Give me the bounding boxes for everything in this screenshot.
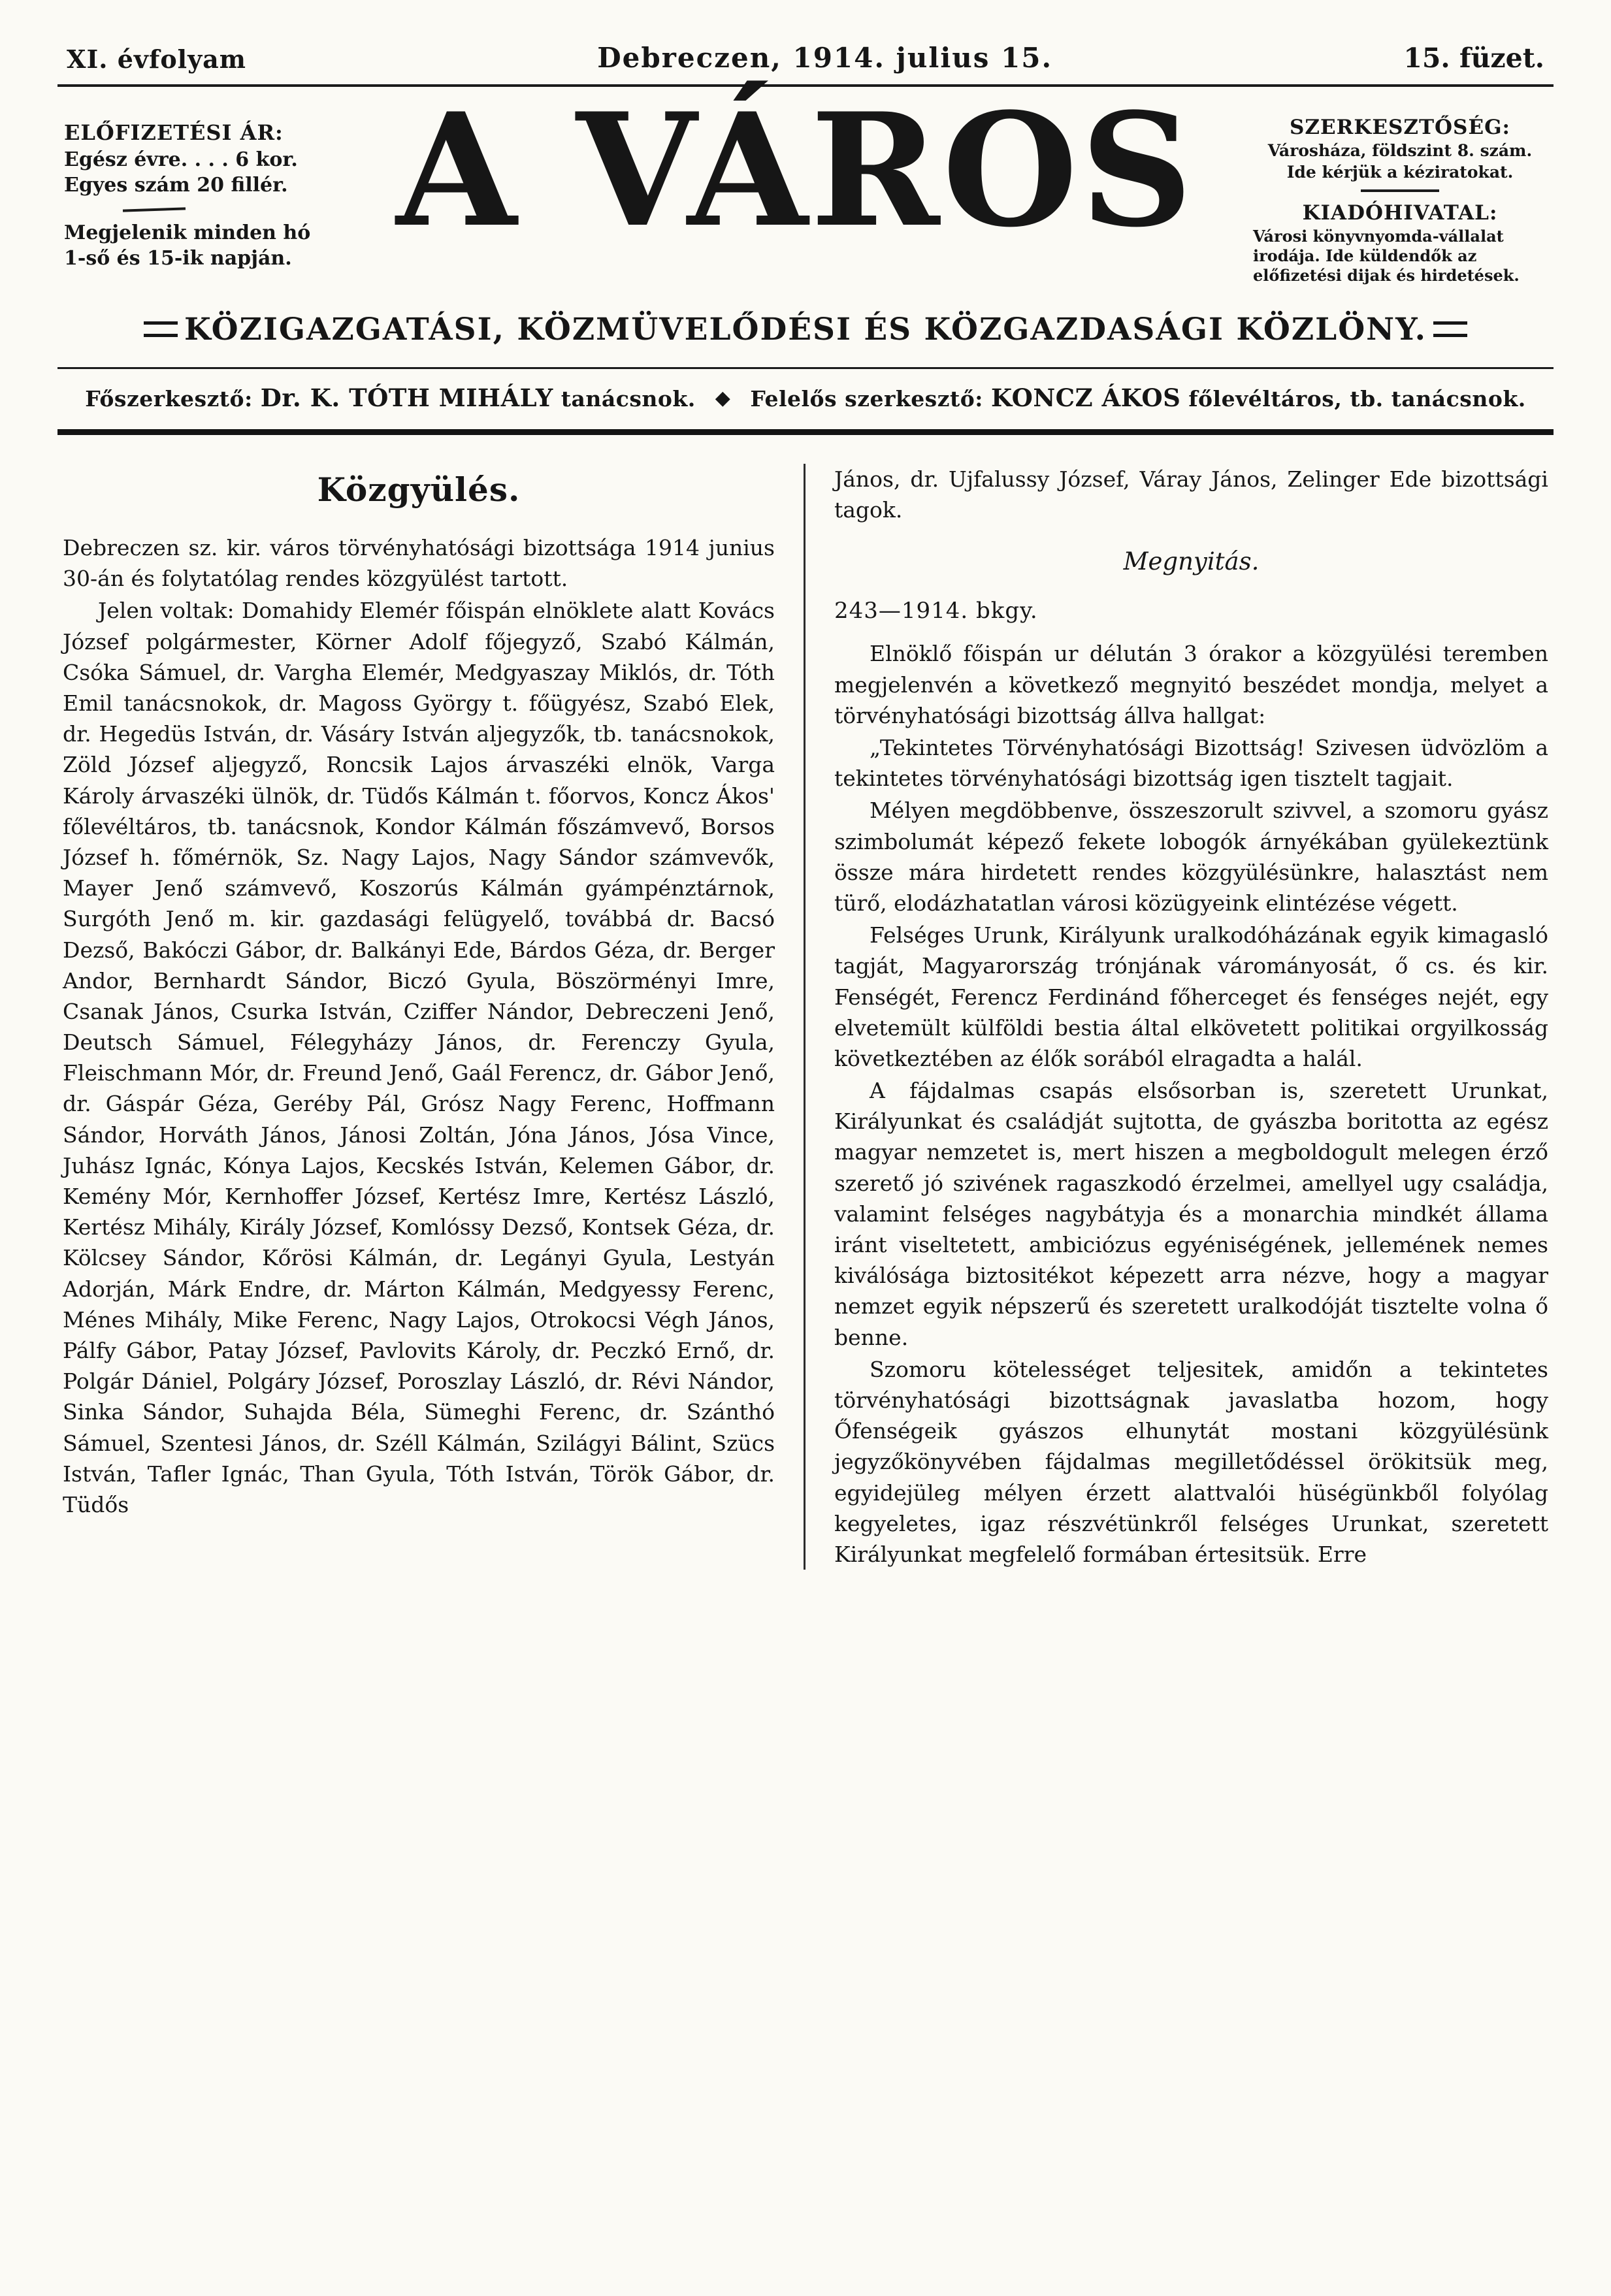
record-number: 243—1914. bkgy. <box>834 597 1038 624</box>
editorial-office-note: Ide kérjük a kéziratokat. <box>1286 162 1514 182</box>
paragraph: Felséges Urunk, Királyunk uralkodóházának egyik kimagasló tagját, Magyarország trónjának várományosát, ő cs. és kir. Fenségét, Ferencz Ferdinánd főherceget és fenséges nejét, egy elvetemült külföldi bestia által elkövetett politikai orgyilkosság következtében az élők sorából elragadta a halál. <box>834 922 1548 1071</box>
chief-editor-title: tanácsnok. <box>561 385 696 412</box>
subtitle-text: KÖZIGAZGATÁSI, KÖZMÜVELŐDÉSI ÉS KÖZGAZDASÁGI KÖZLÖNY. <box>184 311 1427 348</box>
responsible-editor-label: Felelős szerkesztő: <box>750 385 983 412</box>
publisher-office-title: KIADÓHIVATAL: <box>1302 201 1498 225</box>
body-rule <box>57 429 1554 435</box>
equals-mark-right <box>1433 321 1467 337</box>
chief-editor-label: Főszerkesztő: <box>85 385 253 412</box>
editorial-office-address: Városháza, földszint 8. szám. <box>1267 141 1533 161</box>
paragraph-continuation: János, dr. Ujfalussy József, Váray János, Zelinger Ede bizottsági tagok. <box>834 466 1548 523</box>
article-columns <box>57 464 1554 1570</box>
dash-divider <box>123 207 186 212</box>
subscription-price-single: Egyes szám 20 fillér. <box>64 173 288 197</box>
offices-block <box>1253 100 1547 285</box>
date-line: Debreczen, 1914. julius 15. <box>597 42 1053 74</box>
section-subheading: Megnyitás. <box>1123 547 1260 575</box>
subscription-block <box>64 100 338 271</box>
office-divider <box>1361 189 1439 192</box>
left-column <box>57 464 806 1570</box>
equals-mark-left <box>144 321 178 337</box>
subscription-price-year: Egész évre. . . . 6 kor. <box>64 148 298 171</box>
paragraph: A fájdalmas csapás elsősorban is, szeretett Urunkat, Királyunkat és családját sujtotta, de gyászba boritotta az egész magyar nemzetet is, mert hiszen a megboldogult melegen érző szerető jó szivének ragaszkodó érzelmei, amellyel ugy családja, valamint felséges nagybátyja és a monarchia mindkét állama iránt viseltetett, ambiciózus egyéniségének, jellemének nemes kiválósága biztositékot képezett arra nézve, hogy a magyar nemzet egyik népszerű és szeretett uralkodóját tisztelte volna ő benne. <box>834 1078 1548 1350</box>
paragraph: Jelen voltak: Domahidy Elemér főispán elnöklete alatt Kovács József polgármester, Körner Adolf főjegyző, Szabó Kálmán, Csóka Sámuel, dr. Vargha Elemér, Medgyaszay Miklós, dr. Tóth Emil tanácsnokok, dr. Magoss György t. főügyész, Szabó Elek, dr. Hegedüs István, dr. Vásáry István aljegyzők, tb. tanácsnokok, Zöld József aljegyző, Roncsik Lajos árvaszéki elnök, Varga Károly árvaszéki ülnök, dr. Tüdős Kálmán t. főorvos, Koncz Ákos' főlevéltáros, tb. tanácsnok, Kondor Kálmán főszámvevő, Borsos József h. főmérnök, Sz. Nagy Lajos, Nagy Sándor számvevők, Mayer Jenő számvevő, Koszorús Kálmán gyámpénztárnok, Surgóth Jenő m. kir. gazdasági felügyelő, továbbá dr. Bacsó Dezső, Bakóczi Gábor, dr. Balkányi Ede, Bárdos Géza, dr. Berger Andor, Bernhardt Sándor, Biczó Gyula, Böszörményi Imre, Csanak János, Csurka István, Cziffer Nándor, Debreczeni Jenő, Deutsch Sámuel, Félegyházy János, dr. Ferenczy Gyula, Fleischmann Mór, dr. Freund Jenő, Gaál Ferencz, dr. Gábor Jenő, dr. Gáspár Géza, Geréby Pál, Grósz Nagy Ferenc, Hoffmann Sándor, Horváth János, Jánosi Zoltán, Jóna János, Jósa Vince, Juhász Ignác, Kónya Lajos, Kecskés István, Kelemen Gábor, dr. Kemény Mór, Kernhoffer József, Kertész Imre, Kertész László, Kertész Mihály, Király József, Komlóssy Dezső, Kontsek Géza, dr. Kölcsey Sándor, Kőrösi Kálmán, dr. Legányi Gyula, Lestyán Adorján, Márk Endre, dr. Márton Kálmán, Medgyessy Ferenc, Ménes Mihály, Mike Ferenc, Nagy Lajos, Otrokocsi Végh János, Pálfy Gábor, Patay József, Pavlovits Károly, dr. Peczkó Ernő, dr. Polgár Dániel, Polgáry József, Poroszlay László, dr. Révi Nándor, Sinka Sándor, Suhajda Béla, Sümeghi Ferenc, dr. Szánthó Sámuel, Szentesi János, dr. Széll Kálmán, Szilágyi Bálint, Szücs István, Tafler Ignác, Than Gyula, Tóth István, Török Gábor, dr. Tüdős <box>63 598 775 1517</box>
newspaper-title: A VÁROS <box>396 80 1196 262</box>
responsible-editor-title: főlevéltáros, tb. tanácsnok. <box>1188 385 1526 412</box>
paragraph: Elnöklő főispán ur délután 3 órakor a közgyülési teremben megjelenvén a következő megnyitó beszédet mondja, melyet a törvényhatósági bizottság állva hallgat: <box>834 641 1548 728</box>
responsible-editor-name: KONCZ ÁKOS <box>990 383 1181 412</box>
paragraph: Szomoru kötelességet teljesitek, amidőn a tekintetes törvényhatósági bizottságnak javaslatba hozom, hogy Őfenségeik gyászos elhunytát mostani közgyülésünk jegyzőkönyvében fájdalmas megilletődéssel örökitsük meg, egyidejüleg mélyen érzett alattvalói hüségünkből folyólag kegyeletes, igaz részvétünkről felséges Urunkat, szeretett Királyunkat megfelelő formában értesitsük. Erre <box>834 1356 1548 1567</box>
issue-header <box>57 20 1554 84</box>
volume-label: XI. évfolyam <box>67 44 247 74</box>
publication-schedule-line2: 1-ső és 15-ik napján. <box>64 246 292 270</box>
editors-line <box>57 369 1554 429</box>
article-heading: Közgyülés. <box>317 470 521 509</box>
subscription-title: ELŐFIZETÉSI ÁR: <box>64 120 284 145</box>
right-column <box>806 464 1554 1570</box>
editorial-office-title: SZERKESZTŐSÉG: <box>1289 116 1510 139</box>
paragraph: Mélyen megdöbbenve, összeszorult szivvel, a szomoru gyász szimbolumát képező fekete lobogók árnyékában gyülekeztünk össze mára hirdetett rendes közgyülésünkre, halasztást nem türő, elodázhatatlan városi közügyeink elintézése végett. <box>834 798 1548 916</box>
issue-number: 15. füzet. <box>1403 42 1544 74</box>
chief-editor-name: Dr. K. TÓTH MIHÁLY <box>260 383 553 412</box>
subtitle-row <box>57 289 1554 367</box>
diamond-separator-icon: ◆ <box>715 386 731 410</box>
masthead <box>57 80 1554 289</box>
paragraph: „Tekintetes Törvényhatósági Bizottság! Szivesen üdvözlöm a tekintetes törvényhatósági bizottság igen tisztelt tagjait. <box>834 735 1548 792</box>
paragraph: Debreczen sz. kir. város törvényhatósági bizottsága 1914 junius 30-án és folytatólag rendes közgyülést tartott. <box>63 535 775 592</box>
publication-schedule-line1: Megjelenik minden hó <box>64 221 311 244</box>
publisher-office-text: Városi könyvnyomda-vállalat irodája. Ide küldendők az előfizetési dijak és hirdetések. <box>1253 226 1520 285</box>
